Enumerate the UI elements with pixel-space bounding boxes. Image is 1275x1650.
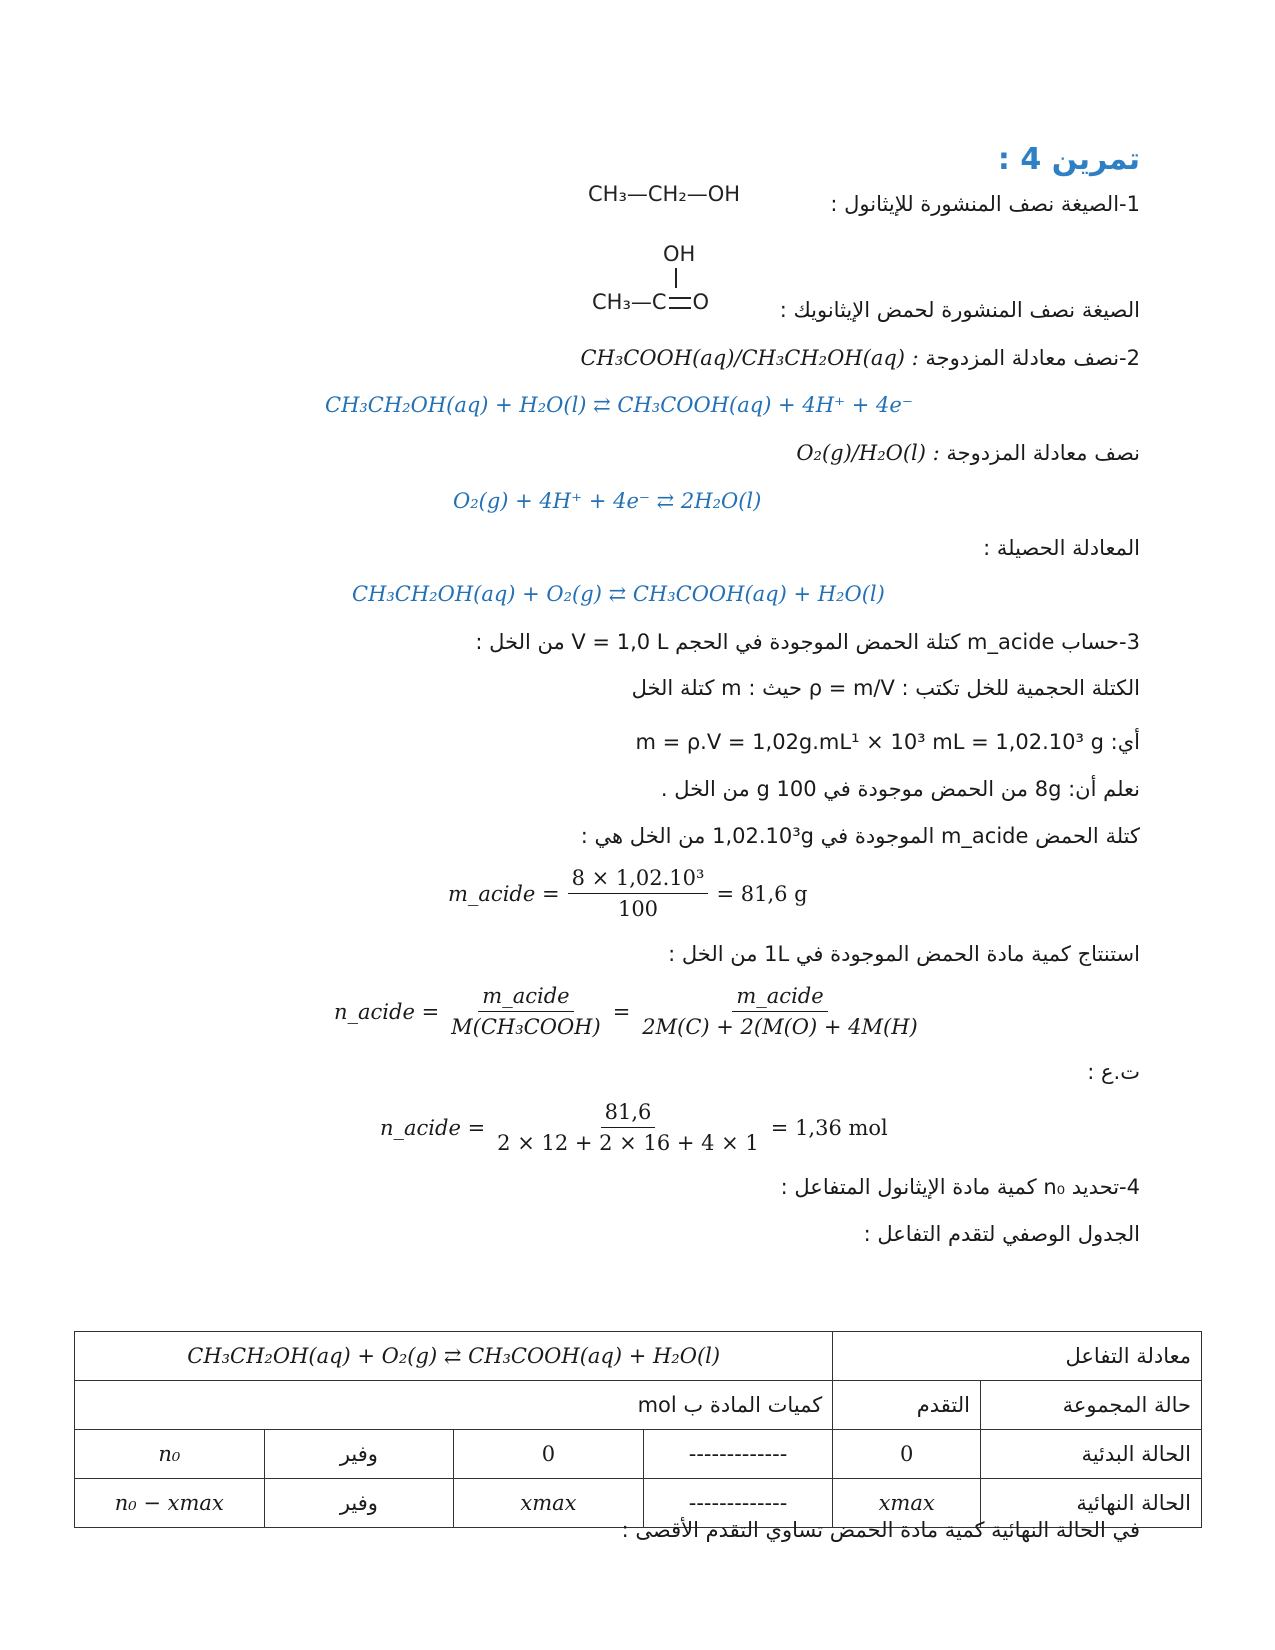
q3-label: 3-حساب m_acide كتلة الحمض الموجودة في الحجم V = 1,0 L من الخل : — [475, 630, 1140, 654]
cell-advance-final: xmax — [833, 1479, 981, 1528]
frac3-num: 81,6 — [601, 1100, 656, 1128]
table-amounts-header: كميات المادة ب mol — [75, 1381, 833, 1430]
table-row — [75, 1381, 1202, 1430]
q2-label2: نصف معادلة المزدوجة — [946, 441, 1140, 465]
half-equation-1: CH₃CH₂OH(aq) + H₂O(l) ⇄ CH₃COOH(aq) + 4H⁺ + 4e⁻ — [325, 393, 913, 417]
know-line: نعلم أن: 8g من الحمض موجودة في 100 g من الخل . — [660, 777, 1140, 801]
frac2a-den: M(CH₃COOH) — [451, 1015, 601, 1039]
cell-excess-final: وفير — [264, 1479, 454, 1528]
acid-label: الصيغة نصف المنشورة لحمض الإيثانويك : — [779, 298, 1140, 322]
frac3-lhs: n_acide = — [380, 1115, 486, 1140]
table-state-header: حالة المجموعة — [980, 1381, 1201, 1430]
mass-line: أي: m = ρ.V = 1,02g.mL¹ × 10³ mL = 1,02.10³ g — [635, 730, 1140, 754]
acid-double-bond — [669, 297, 691, 309]
acid-oh: OH — [663, 242, 696, 266]
overall-label: المعادلة الحصيلة : — [983, 536, 1140, 560]
ethanol-label: 1-الصيغة نصف المنشورة للإيثانول : — [830, 192, 1140, 216]
frac2-lhs: n_acide = — [334, 999, 440, 1024]
half-equation-2: O₂(g) + 4H⁺ + 4e⁻ ⇄ 2H₂O(l) — [453, 489, 762, 513]
overall-equation: CH₃CH₂OH(aq) + O₂(g) ⇄ CH₃COOH(aq) + H₂O(l) — [352, 582, 885, 606]
ethanol-ch2: CH₂ — [647, 182, 687, 206]
q2-line1 — [580, 346, 1140, 370]
fraction-n-acide: n_acide = $\frac{\text{m\_acide}}{\text{M(CH₃COOH)}}$ = $\frac{\text{m\_acide}}{2M(C) + 2(M(O) + 4M(H)}$ — [334, 984, 922, 1039]
frac3-den: 2 × 12 + 2 × 16 + 4 × 1 — [497, 1131, 759, 1155]
advancement-table — [74, 1331, 1202, 1528]
ethanol-oh: OH — [707, 182, 741, 206]
table-label: الجدول الوصفي لتقدم التفاعل : — [863, 1222, 1140, 1246]
acid-o: O — [692, 290, 710, 314]
q2-couple2: O₂(g)/H₂O(l) : — [796, 441, 940, 465]
table-row — [75, 1430, 1202, 1479]
acid-ch3: CH₃ — [592, 290, 631, 314]
frac2a-num: m_acide — [478, 984, 573, 1012]
cell-advance-initial: 0 — [833, 1430, 981, 1479]
cell-dashes-final: ------------- — [643, 1479, 833, 1528]
application-label: ت.ع : — [1087, 1060, 1140, 1084]
acid-formula-row: CH₃—C O — [592, 290, 710, 314]
exercise-title: تمرين 4 : — [997, 142, 1140, 177]
frac1-rhs: = 81,6 g — [716, 881, 808, 906]
cell-acid-final: xmax — [454, 1479, 644, 1528]
ethanol-ch3: CH₃ — [588, 182, 627, 206]
table-advance-header: التقدم — [833, 1381, 981, 1430]
acid-c: C — [651, 290, 667, 314]
frac2b-den: 2M(C) + 2(M(O) + 4M(H) — [642, 1015, 918, 1039]
q4-label: 4-تحديد n₀ كمية مادة الإيثانول المتفاعل : — [780, 1175, 1140, 1199]
cell-n0: n₀ — [75, 1430, 265, 1479]
cell-n0-minus-xmax: n₀ − xmax — [75, 1479, 265, 1528]
fraction-mass-acid — [448, 866, 808, 921]
frac1-num: 8 × 1,02.10³ — [568, 866, 709, 894]
cell-state-final: الحالة النهائية — [980, 1479, 1201, 1528]
table-row — [75, 1332, 1202, 1381]
acid-single-bond — [675, 268, 677, 288]
frac3 — [493, 1100, 763, 1155]
cell-dashes: ------------- — [643, 1430, 833, 1479]
table-equation: CH₃CH₂OH(aq) + O₂(g) ⇄ CH₃COOH(aq) + H₂O(l) — [75, 1332, 833, 1381]
frac2a — [447, 984, 605, 1039]
frac1-den: 100 — [617, 897, 659, 921]
frac2b-num: m_acide — [732, 984, 827, 1012]
q2-label1: 2-نصف معادلة المزدوجة — [925, 346, 1140, 370]
frac1 — [568, 866, 709, 921]
deduce-line: استنتاج كمية مادة الحمض الموجودة في 1L من الخل : — [668, 942, 1140, 966]
cell-excess: وفير — [264, 1430, 454, 1479]
q2-couple1: CH₃COOH(aq)/CH₃CH₂OH(aq) : — [580, 346, 919, 370]
ethanol-formula: CH₃—CH₂—OH — [588, 182, 741, 206]
density-line: الكتلة الحجمية للخل تكتب : ρ = m/V حيث : m كتلة الخل — [631, 676, 1140, 700]
fraction-n-numeric — [380, 1100, 888, 1155]
frac2b — [638, 984, 921, 1039]
cell-acid-initial: 0 — [454, 1430, 644, 1479]
q2-line2 — [796, 441, 1140, 465]
table-eq-header: معادلة التفاعل — [833, 1332, 1202, 1381]
frac3-rhs: = 1,36 mol — [770, 1115, 888, 1140]
final-line: في الحالة النهائية كمية مادة الحمض تساوي التقدم الأقصى : — [621, 1518, 1140, 1542]
cell-state-initial: الحالة البدئية — [980, 1430, 1201, 1479]
frac1-lhs: m_acide = — [448, 881, 560, 906]
mass-acid-line: كتلة الحمض m_acide الموجودة في 1,02.10³g من الخل هي : — [580, 824, 1140, 848]
